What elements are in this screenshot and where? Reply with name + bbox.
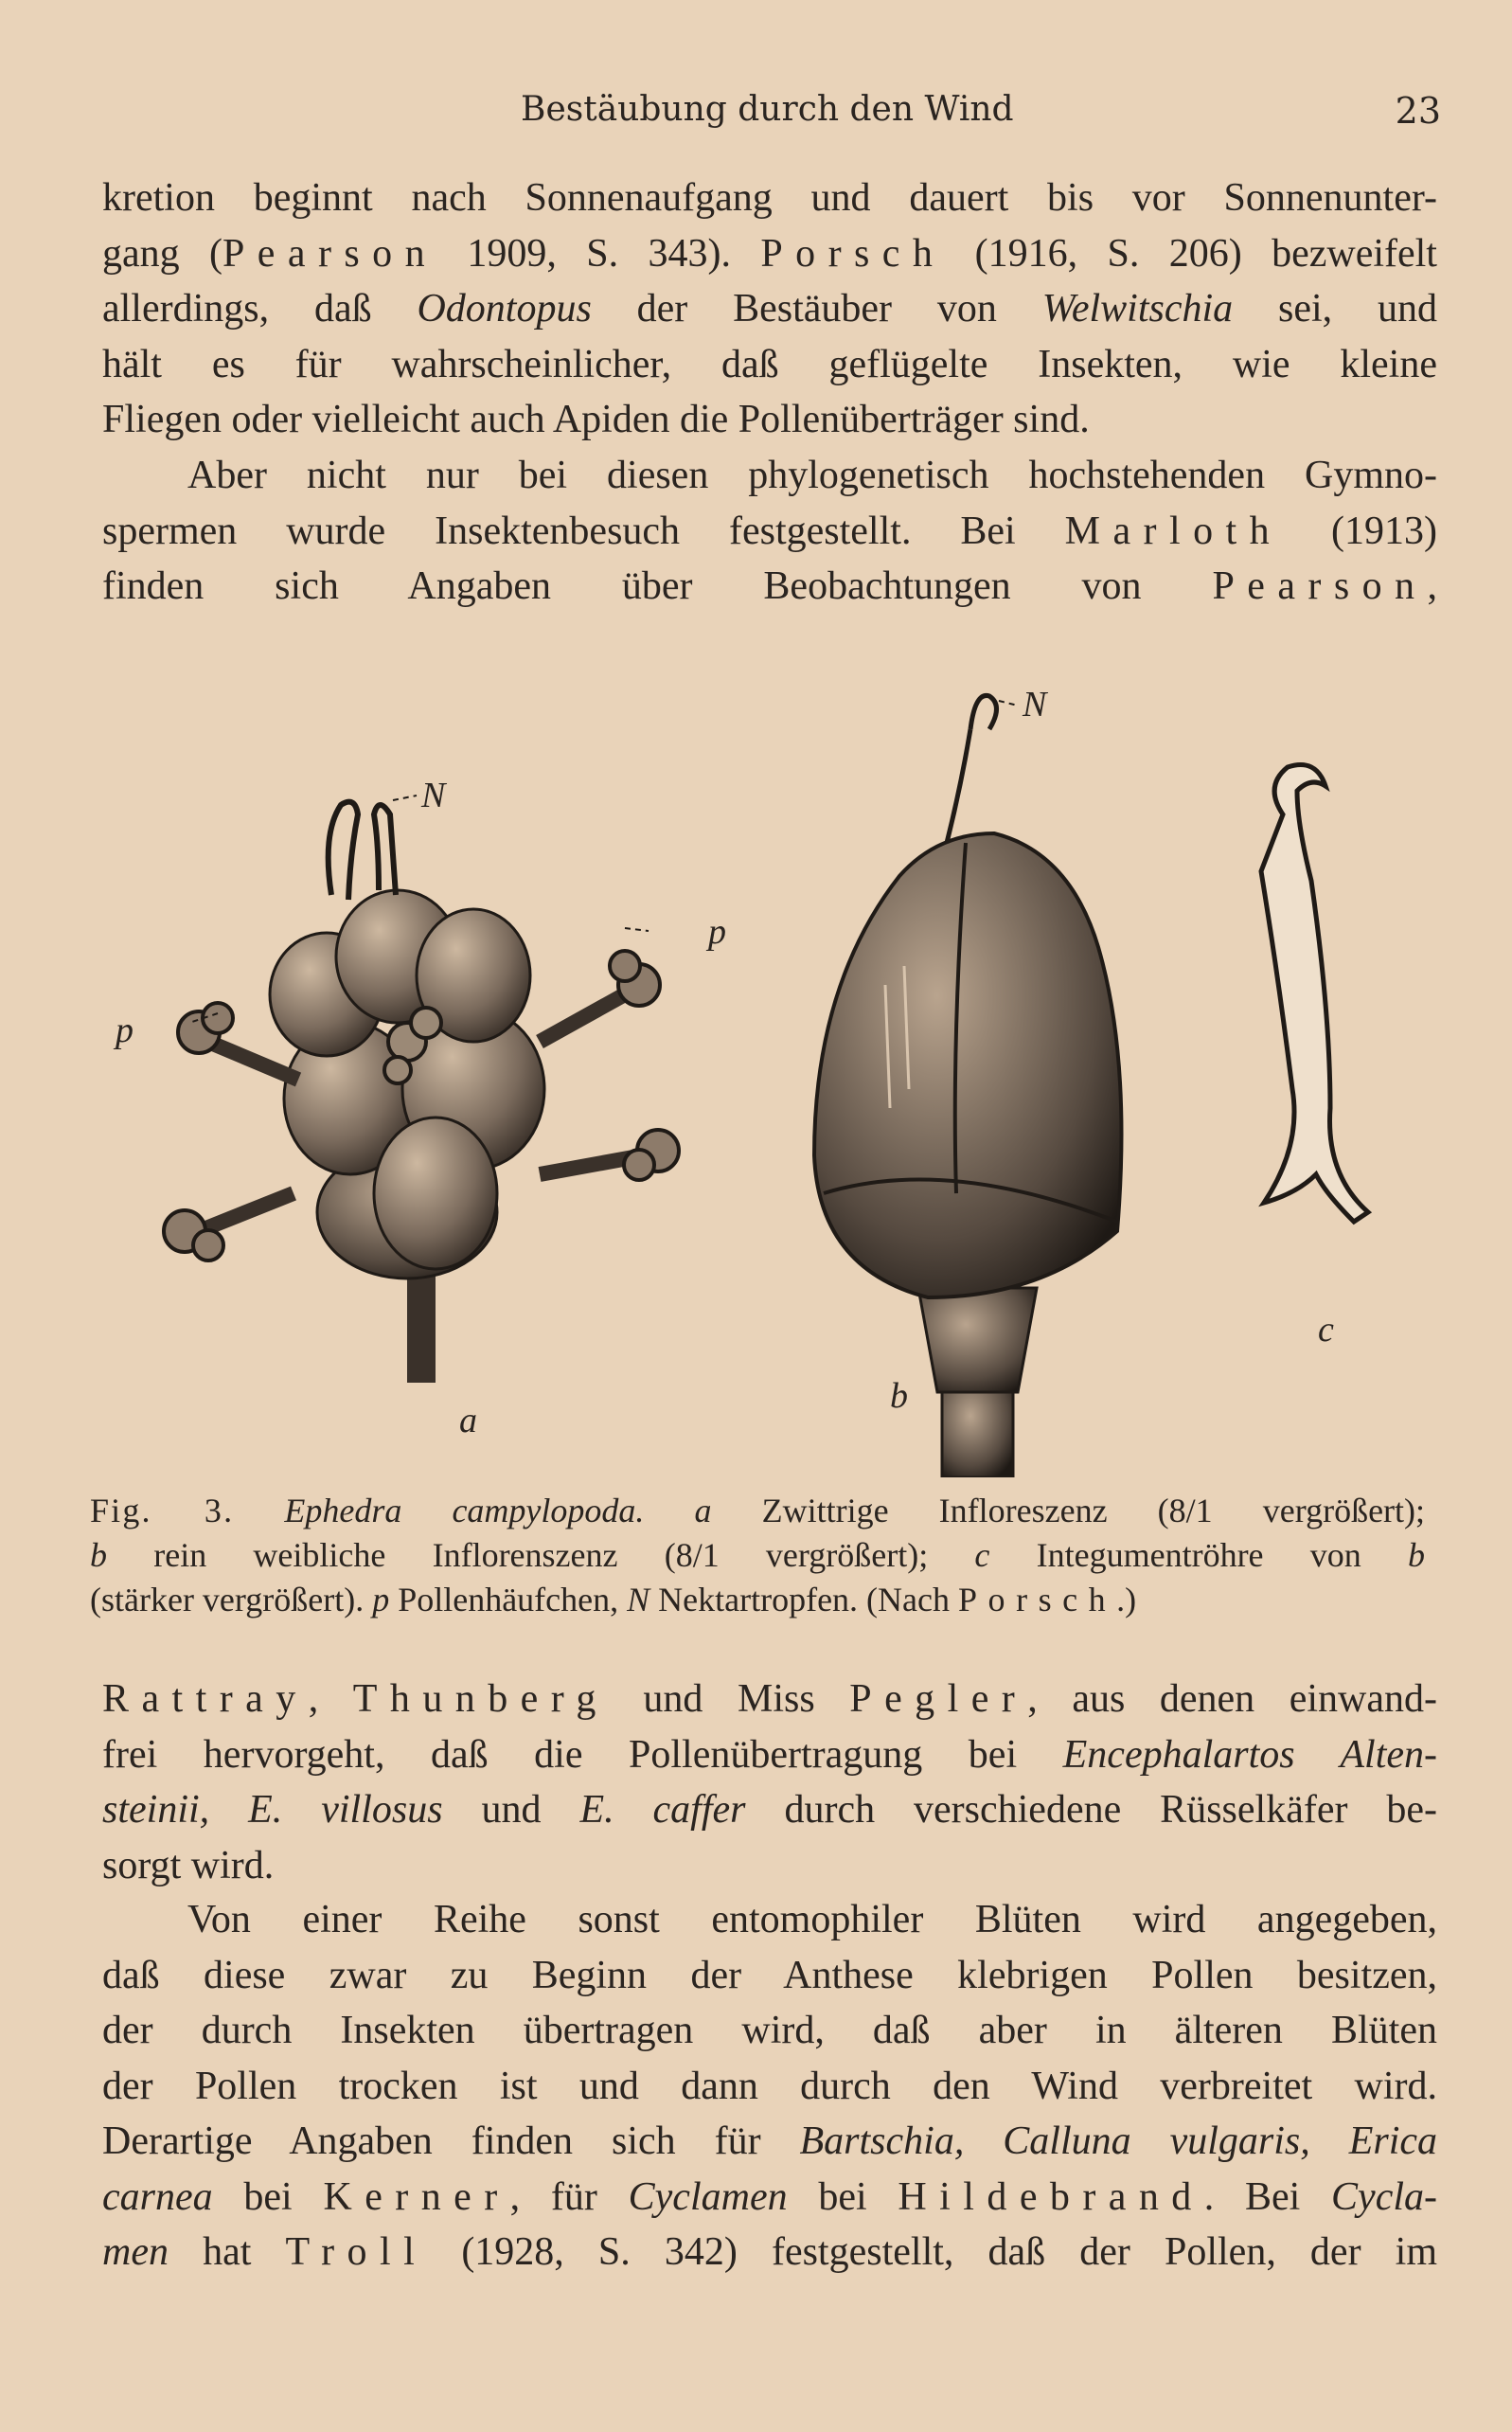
author-name: Marloth bbox=[1064, 509, 1283, 553]
author-name: Pearson bbox=[222, 231, 438, 276]
author-name: Rattray bbox=[102, 1677, 309, 1721]
ephedra-illustration bbox=[95, 663, 1439, 1477]
taxon-name: Cyclamen bbox=[628, 2174, 788, 2219]
text-line: daß diese zwar zu Beginn der Anthese klebrigen Pollen besitzen, bbox=[102, 1953, 1437, 1997]
running-title: Bestäubung durch den Wind bbox=[521, 90, 1014, 129]
author-name: Porsch bbox=[958, 1581, 1117, 1618]
figure-label-a: a bbox=[459, 1401, 477, 1440]
taxon-name: Odontopus bbox=[417, 287, 592, 331]
figure-3 bbox=[95, 663, 1439, 1477]
taxon-name: carnea bbox=[102, 2174, 213, 2219]
text-line: spermen wurde Insektenbesuch festgestellt. Bei Marloth (1913) bbox=[102, 509, 1437, 553]
taxon-name: men bbox=[102, 2230, 169, 2274]
figure-caption bbox=[90, 1489, 1425, 1622]
text-line: Rattray, Thunberg und Miss Pegler, aus denen einwand- bbox=[102, 1677, 1438, 1721]
figure-label-b: b bbox=[890, 1376, 908, 1416]
author-name: Thunberg bbox=[352, 1677, 609, 1721]
text-line: frei hervorgeht, daß die Pollenübertragung bei Encephalartos Alten- bbox=[102, 1732, 1437, 1777]
page-header bbox=[104, 90, 1441, 137]
author-name: Pearson bbox=[1212, 564, 1428, 608]
text-line: Von einer Reihe sonst entomophiler Blüten wird angegeben, bbox=[187, 1898, 1437, 1941]
caption-line: Fig. 3. Ephedra campylopoda. a Zwittrige Infloreszenz (8/1 vergrößert); bbox=[90, 1492, 1426, 1529]
text-line: hält es für wahrscheinlicher, daß geflügelte Insekten, wie kleine bbox=[102, 342, 1437, 386]
figure-label-p: p bbox=[116, 1010, 133, 1050]
text-line: Derartige Angaben finden sich für Bartschia, Calluna vulgaris, Erica bbox=[102, 2119, 1438, 2163]
text-line: allerdings, daß Odontopus der Bestäuber von Welwitschia sei, und bbox=[102, 287, 1437, 331]
text-line: sorgt wird. bbox=[102, 1843, 275, 1887]
taxon-name: steinii, E. villosus bbox=[102, 1788, 443, 1832]
author-name: Troll bbox=[285, 2230, 428, 2274]
author-name: Porsch bbox=[760, 231, 946, 276]
taxon-name: Bartschia, Calluna vulgaris, Erica bbox=[799, 2119, 1438, 2163]
figure-number: Fig. 3. bbox=[90, 1492, 235, 1529]
caption-line: b rein weibliche Inflorenszenz (8/1 vergrößert); c Integumentröhre von b bbox=[90, 1536, 1425, 1574]
taxon-name: Encephalartos Alten- bbox=[1062, 1732, 1437, 1777]
text-line: men hat Troll (1928, S. 342) festgestellt, daß der Pollen, der im bbox=[102, 2230, 1438, 2274]
figure-label-n: N bbox=[1023, 685, 1047, 724]
taxon-name: Ephedra campylopoda. bbox=[284, 1492, 645, 1529]
figure-label-p: p bbox=[708, 912, 726, 952]
figure-b-drawing bbox=[814, 695, 1122, 1477]
text-line: carnea bei Kerner, für Cyclamen bei Hildebrand. Bei Cycla- bbox=[102, 2174, 1437, 2219]
author-name: Hildebrand bbox=[898, 2174, 1204, 2219]
page-number: 23 bbox=[1395, 90, 1441, 132]
figure-label-c: c bbox=[1318, 1310, 1334, 1350]
text-line: der Pollen trocken ist und dann durch den Wind verbreitet wird. bbox=[102, 2064, 1437, 2108]
author-name: Pegler bbox=[849, 1677, 1028, 1721]
paragraph-3 bbox=[102, 1672, 1437, 1893]
text-line: gang (Pearson 1909, S. 343). Porsch (1916, S. 206) bezweifelt bbox=[102, 231, 1437, 276]
paragraph-1 bbox=[102, 170, 1437, 448]
caption-line: (stärker vergrößert). p Pollenhäufchen, N Nektartropfen. (Nach Porsch.) bbox=[90, 1581, 1137, 1618]
taxon-name: Cycla- bbox=[1331, 2174, 1437, 2219]
text-line: finden sich Angaben über Beobachtungen von Pearson, bbox=[102, 564, 1437, 608]
text-line: der durch Insekten übertragen wird, daß aber in älteren Blüten bbox=[102, 2009, 1437, 2052]
taxon-name: E. caffer bbox=[579, 1788, 746, 1832]
paragraph-4 bbox=[102, 1892, 1437, 2280]
text-line: kretion beginnt nach Sonnenaufgang und dauert bis vor Sonnenunter- bbox=[102, 176, 1437, 220]
text-line: Aber nicht nur bei diesen phylogenetisch hochstehenden Gymno- bbox=[187, 454, 1437, 497]
figure-label-n: N bbox=[421, 776, 446, 815]
author-name: Kerner bbox=[323, 2174, 510, 2219]
paragraph-2 bbox=[102, 448, 1437, 615]
text-line: Fliegen oder vielleicht auch Apiden die Pollenüberträger sind. bbox=[102, 398, 1090, 441]
figure-a-drawing bbox=[164, 796, 679, 1383]
figure-c-drawing bbox=[1261, 765, 1368, 1223]
taxon-name: Welwitschia bbox=[1041, 287, 1234, 331]
text-line: steinii, E. villosus und E. caffer durch verschiedene Rüsselkäfer be- bbox=[102, 1788, 1438, 1832]
